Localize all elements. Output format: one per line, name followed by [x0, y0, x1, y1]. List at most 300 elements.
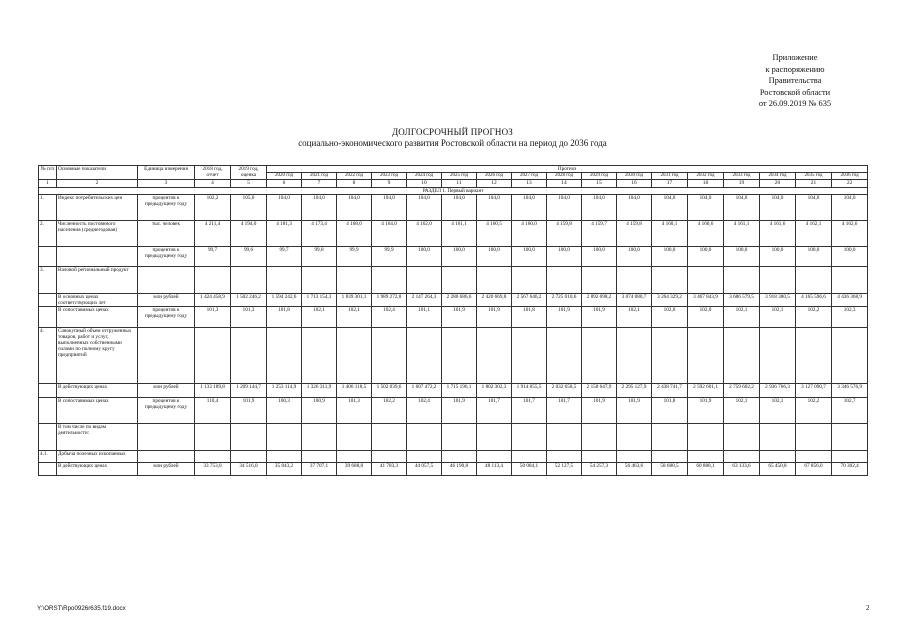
- unit-cell: [138, 327, 195, 383]
- value-cell: [442, 327, 477, 383]
- value-cell: 2 420 669,8: [477, 293, 512, 306]
- value-cell: [302, 423, 337, 450]
- value-cell: 3 686 579,5: [724, 293, 760, 306]
- value-cell: 104,0: [617, 194, 652, 220]
- value-cell: 4 160,5: [477, 220, 512, 246]
- value-cell: [195, 266, 231, 293]
- value-cell: [195, 327, 231, 383]
- value-cell: 2 725 010,6: [547, 293, 582, 306]
- value-cell: [832, 423, 868, 450]
- document-title: [0, 127, 905, 149]
- column-number: 19: [724, 180, 760, 187]
- value-cell: 2 280 686,6: [442, 293, 477, 306]
- value-cell: [195, 450, 231, 462]
- value-cell: [617, 423, 652, 450]
- value-cell: 101,7: [547, 397, 582, 423]
- value-cell: [652, 266, 688, 293]
- value-cell: 104,0: [652, 194, 688, 220]
- value-cell: 1 209 144,7: [231, 383, 267, 397]
- value-cell: 100,0: [512, 246, 547, 266]
- indicator-name: [57, 246, 138, 266]
- value-cell: [407, 327, 442, 383]
- value-cell: 101,9: [547, 306, 582, 327]
- value-cell: 100,0: [617, 246, 652, 266]
- value-cell: [372, 266, 407, 293]
- table-row: [39, 423, 868, 450]
- value-cell: [477, 423, 512, 450]
- value-cell: 1 326 311,9: [302, 383, 337, 397]
- value-cell: 102,4: [372, 306, 407, 327]
- value-cell: 99,6: [231, 246, 267, 266]
- column-number: 2: [57, 180, 138, 187]
- column-number: 6: [267, 180, 302, 187]
- row-number: 2.: [39, 220, 57, 246]
- indicator-name: Добыча полезных ископаемых: [57, 450, 138, 462]
- value-cell: 101,8: [267, 306, 302, 327]
- unit-cell: [138, 423, 195, 450]
- value-cell: [547, 327, 582, 383]
- row-number: [39, 306, 57, 327]
- column-numbers-row: [39, 180, 868, 187]
- value-cell: [582, 266, 617, 293]
- table-row: [39, 327, 868, 383]
- value-cell: [617, 266, 652, 293]
- value-cell: [337, 423, 372, 450]
- value-cell: [724, 423, 760, 450]
- value-cell: 2 147 264,3: [407, 293, 442, 306]
- unit-cell: процентов к предыдущему году: [138, 194, 195, 220]
- value-cell: [267, 327, 302, 383]
- value-cell: 44 057,5: [407, 462, 442, 475]
- header-year: 2028 год: [547, 173, 582, 180]
- row-number: [39, 423, 57, 450]
- unit-cell: процентов к предыдущему году: [138, 397, 195, 423]
- value-cell: 102,1: [760, 397, 796, 423]
- header-year: 2021 год: [302, 173, 337, 180]
- value-cell: 1 424 458,9: [195, 293, 231, 306]
- title-line: ДОЛГОСРОЧНЫЙ ПРОГНОЗ: [391, 127, 514, 137]
- value-cell: [477, 450, 512, 462]
- value-cell: 102,1: [617, 306, 652, 327]
- value-cell: 4 194,0: [231, 220, 267, 246]
- value-cell: [617, 327, 652, 383]
- value-cell: 1 839 301,1: [337, 293, 372, 306]
- column-number: 1: [39, 180, 57, 187]
- value-cell: [796, 450, 832, 462]
- value-cell: 46 190,8: [442, 462, 477, 475]
- value-cell: [832, 266, 868, 293]
- value-cell: [617, 450, 652, 462]
- table-row: [39, 246, 868, 266]
- column-number: 16: [617, 180, 652, 187]
- value-cell: [652, 450, 688, 462]
- value-cell: 4 161,1: [442, 220, 477, 246]
- value-cell: 4 165 596,6: [796, 293, 832, 306]
- table-row: [39, 383, 868, 397]
- value-cell: 4 160,1: [652, 220, 688, 246]
- value-cell: 39 688,8: [337, 462, 372, 475]
- value-cell: [652, 423, 688, 450]
- value-cell: 3 127 090,7: [796, 383, 832, 397]
- value-cell: 102,1: [724, 397, 760, 423]
- value-cell: [832, 327, 868, 383]
- value-cell: 4 159,7: [582, 220, 617, 246]
- value-cell: 102,1: [337, 306, 372, 327]
- header-indicators: Основные показатели: [57, 166, 138, 180]
- value-cell: 99,8: [302, 246, 337, 266]
- value-cell: 65 450,8: [760, 462, 796, 475]
- value-cell: 100,0: [442, 246, 477, 266]
- value-cell: 99,7: [267, 246, 302, 266]
- row-number: 3.: [39, 266, 57, 293]
- value-cell: [512, 327, 547, 383]
- value-cell: 100,3: [267, 397, 302, 423]
- indicator-name: В действующих ценах: [57, 383, 138, 397]
- value-cell: 4 159,8: [617, 220, 652, 246]
- value-cell: 100,0: [407, 246, 442, 266]
- value-cell: 102,7: [832, 397, 868, 423]
- header-year: 2024 год: [407, 173, 442, 180]
- value-cell: 99,9: [337, 246, 372, 266]
- value-cell: 2 295 127,9: [617, 383, 652, 397]
- value-cell: 110,4: [195, 397, 231, 423]
- indicator-name: В основных ценах соответствующих лет: [57, 293, 138, 306]
- value-cell: [337, 327, 372, 383]
- column-number: 17: [652, 180, 688, 187]
- value-cell: [796, 423, 832, 450]
- value-cell: 102,4: [407, 397, 442, 423]
- value-cell: 4 162,1: [796, 220, 832, 246]
- column-number: 11: [442, 180, 477, 187]
- value-cell: [547, 423, 582, 450]
- value-cell: 100,0: [582, 246, 617, 266]
- value-cell: 104,0: [582, 194, 617, 220]
- table-row: [39, 266, 868, 293]
- value-cell: [582, 327, 617, 383]
- section-title: РАЗДЕЛ 1. Первый вариант: [39, 187, 868, 194]
- value-cell: 1 594 242,6: [267, 293, 302, 306]
- value-cell: [231, 423, 267, 450]
- value-cell: 99,7: [195, 246, 231, 266]
- value-cell: 101,3: [231, 306, 267, 327]
- column-number: 9: [372, 180, 407, 187]
- value-cell: 100,0: [688, 246, 724, 266]
- column-number: 3: [138, 180, 195, 187]
- table-row: [39, 293, 868, 306]
- value-cell: 102,1: [302, 306, 337, 327]
- value-cell: [760, 450, 796, 462]
- value-cell: 102,2: [796, 397, 832, 423]
- header-2018: 2018 год, отчет: [195, 166, 231, 180]
- value-cell: 100,0: [652, 246, 688, 266]
- table-row: [39, 194, 868, 220]
- value-cell: 101,9: [582, 397, 617, 423]
- header-year: 2026 год: [477, 173, 512, 180]
- column-number: 20: [760, 180, 796, 187]
- header-year: 2036 год: [832, 173, 868, 180]
- value-cell: 41 783,3: [372, 462, 407, 475]
- value-cell: [760, 266, 796, 293]
- indicator-name: Индекс потребительских цен: [57, 194, 138, 220]
- value-cell: 101,9: [442, 306, 477, 327]
- value-cell: 101,8: [512, 306, 547, 327]
- value-cell: 1 253 114,9: [267, 383, 302, 397]
- value-cell: 3 264 329,2: [652, 293, 688, 306]
- table-row: [39, 450, 868, 462]
- unit-cell: тыс. человек: [138, 220, 195, 246]
- value-cell: [231, 450, 267, 462]
- column-number: 8: [337, 180, 372, 187]
- value-cell: 101,7: [512, 397, 547, 423]
- value-cell: 102,1: [724, 306, 760, 327]
- column-number: 12: [477, 180, 512, 187]
- header-year: 2022 год: [337, 173, 372, 180]
- value-cell: [231, 327, 267, 383]
- value-cell: 104,0: [372, 194, 407, 220]
- row-number: [39, 246, 57, 266]
- row-number: [39, 397, 57, 423]
- value-cell: [760, 327, 796, 383]
- value-cell: [547, 266, 582, 293]
- value-cell: 102,0: [688, 306, 724, 327]
- value-cell: 2 158 647,9: [582, 383, 617, 397]
- value-cell: 4 181,3: [267, 220, 302, 246]
- value-cell: 101,9: [231, 397, 267, 423]
- unit-cell: млн рублей: [138, 293, 195, 306]
- value-cell: 104,0: [688, 194, 724, 220]
- row-number: [39, 383, 57, 397]
- value-cell: 102,2: [195, 194, 231, 220]
- indicator-name: В действующих ценах: [57, 462, 138, 475]
- value-cell: 54 257,3: [582, 462, 617, 475]
- value-cell: 37 707,1: [302, 462, 337, 475]
- value-cell: 1 715 196,1: [442, 383, 477, 397]
- title-subline: социально-экономического развития Ростовской области на период до 2036 года: [298, 138, 607, 148]
- table-row: [39, 306, 868, 327]
- header-2019: 2019 год, оценка: [231, 166, 267, 180]
- value-cell: 3 346 576,9: [832, 383, 868, 397]
- value-cell: 100,9: [302, 397, 337, 423]
- value-cell: [442, 423, 477, 450]
- value-cell: 104,0: [832, 194, 868, 220]
- value-cell: 101,3: [195, 306, 231, 327]
- value-cell: [512, 450, 547, 462]
- value-cell: 101,9: [688, 397, 724, 423]
- value-cell: 100,0: [477, 246, 512, 266]
- column-number: 21: [796, 180, 832, 187]
- indicator-name: Валовой региональный продукт: [57, 266, 138, 293]
- indicator-name: Совокупный объем отгруженных товаров, работ и услуг, выполненных собственными силами по полному кругу предприятий: [57, 327, 138, 383]
- value-cell: 2 032 658,5: [547, 383, 582, 397]
- unit-cell: процентов к предыдущему году: [138, 246, 195, 266]
- value-cell: 58 680,5: [652, 462, 688, 475]
- value-cell: 104,0: [477, 194, 512, 220]
- value-cell: 4 162,6: [832, 220, 868, 246]
- value-cell: 102,3: [832, 306, 868, 327]
- value-cell: [337, 266, 372, 293]
- value-cell: 1 802 302,3: [477, 383, 512, 397]
- table-row: [39, 220, 868, 246]
- column-number: 22: [832, 180, 868, 187]
- value-cell: 99,9: [372, 246, 407, 266]
- value-cell: 4 159,8: [547, 220, 582, 246]
- value-cell: [407, 423, 442, 450]
- value-cell: [688, 423, 724, 450]
- value-cell: [477, 266, 512, 293]
- value-cell: 102,2: [372, 397, 407, 423]
- value-cell: 3 074 080,7: [617, 293, 652, 306]
- value-cell: [267, 423, 302, 450]
- value-cell: 2 567 646,2: [512, 293, 547, 306]
- unit-cell: [138, 266, 195, 293]
- value-cell: 104,0: [302, 194, 337, 220]
- table-row: [39, 462, 868, 475]
- value-cell: 102,0: [652, 306, 688, 327]
- value-cell: 4 162,0: [407, 220, 442, 246]
- indicator-name: В том числе по видам деятельности:: [57, 423, 138, 450]
- value-cell: 4 161,6: [760, 220, 796, 246]
- column-number: 7: [302, 180, 337, 187]
- value-cell: 105,0: [231, 194, 267, 220]
- value-cell: 33 753,0: [195, 462, 231, 475]
- value-cell: 2 892 698,2: [582, 293, 617, 306]
- value-cell: 4 160,0: [512, 220, 547, 246]
- value-cell: 101,9: [442, 397, 477, 423]
- value-cell: [796, 266, 832, 293]
- value-cell: 60 888,1: [688, 462, 724, 475]
- header-year: 2027 год: [512, 173, 547, 180]
- row-number: [39, 293, 57, 306]
- value-cell: 4 161,1: [724, 220, 760, 246]
- value-cell: [231, 266, 267, 293]
- row-number: 4.1.: [39, 450, 57, 462]
- row-number: 1.: [39, 194, 57, 220]
- value-cell: 56 463,6: [617, 462, 652, 475]
- column-number: 13: [512, 180, 547, 187]
- header-year: 2029 год: [582, 173, 617, 180]
- value-cell: [688, 327, 724, 383]
- value-cell: [372, 450, 407, 462]
- unit-cell: млн рублей: [138, 383, 195, 397]
- value-cell: 101,7: [477, 397, 512, 423]
- column-number: 10: [407, 180, 442, 187]
- approval-line: Приложение: [772, 53, 818, 62]
- page-number: 2: [866, 604, 870, 612]
- value-cell: [724, 327, 760, 383]
- value-cell: 50 084,1: [512, 462, 547, 475]
- approval-block: [720, 52, 870, 110]
- value-cell: 104,0: [442, 194, 477, 220]
- value-cell: 4 160,6: [688, 220, 724, 246]
- header-row: [39, 166, 868, 173]
- value-cell: 100,0: [724, 246, 760, 266]
- value-cell: 101,9: [617, 397, 652, 423]
- value-cell: [582, 423, 617, 450]
- value-cell: [652, 327, 688, 383]
- header-year: 2035 год: [796, 173, 832, 180]
- column-number: 15: [582, 180, 617, 187]
- value-cell: 4 164,0: [372, 220, 407, 246]
- value-cell: [337, 450, 372, 462]
- value-cell: [760, 423, 796, 450]
- value-cell: 67 856,0: [796, 462, 832, 475]
- file-path: Y:\ORST\Rpo0926r635.f19.docx: [37, 605, 126, 612]
- header-no: № п/п: [39, 166, 57, 180]
- row-number: 4.: [39, 327, 57, 383]
- approval-line: к распоряжению: [765, 64, 825, 74]
- value-cell: 104,0: [724, 194, 760, 220]
- value-cell: [582, 450, 617, 462]
- value-cell: [267, 450, 302, 462]
- indicator-name: В сопоставимых ценах: [57, 306, 138, 327]
- value-cell: [302, 266, 337, 293]
- approval-line: от 26.09.2019 № 635: [758, 99, 832, 109]
- header-forecast: Прогноз: [267, 166, 868, 173]
- value-cell: 1 914 055,5: [512, 383, 547, 397]
- value-cell: 104,0: [512, 194, 547, 220]
- indicator-name: Численность постоянного населения (среднегодовая): [57, 220, 138, 246]
- value-cell: 100,0: [796, 246, 832, 266]
- column-number: 5: [231, 180, 267, 187]
- header-year: 2023 год: [372, 173, 407, 180]
- section-row: [39, 187, 868, 194]
- column-number: 4: [195, 180, 231, 187]
- value-cell: [302, 450, 337, 462]
- value-cell: 2 592 601,1: [688, 383, 724, 397]
- value-cell: 4 211,4: [195, 220, 231, 246]
- value-cell: [267, 266, 302, 293]
- value-cell: [372, 423, 407, 450]
- value-cell: [407, 266, 442, 293]
- value-cell: [512, 266, 547, 293]
- value-cell: 48 113,4: [477, 462, 512, 475]
- value-cell: [195, 423, 231, 450]
- header-unit: Единица измерения: [138, 166, 195, 180]
- value-cell: 101,9: [477, 306, 512, 327]
- value-cell: 2 936 766,3: [760, 383, 796, 397]
- value-cell: 104,0: [796, 194, 832, 220]
- value-cell: 100,0: [547, 246, 582, 266]
- value-cell: 1 989 272,8: [372, 293, 407, 306]
- value-cell: 104,0: [547, 194, 582, 220]
- unit-cell: млн рублей: [138, 462, 195, 475]
- forecast-table: [38, 165, 868, 476]
- value-cell: [512, 423, 547, 450]
- header-year: 2020 год: [267, 173, 302, 180]
- value-cell: 63 133,6: [724, 462, 760, 475]
- indicator-name: В сопоставимых ценах: [57, 397, 138, 423]
- value-cell: 1 713 154,3: [302, 293, 337, 306]
- header-year: 2025 год: [442, 173, 477, 180]
- value-cell: 52 127,5: [547, 462, 582, 475]
- row-number: [39, 462, 57, 475]
- value-cell: 100,0: [832, 246, 868, 266]
- value-cell: [442, 450, 477, 462]
- approval-line: Ростовской области: [759, 87, 831, 97]
- value-cell: [688, 266, 724, 293]
- value-cell: 102,1: [760, 306, 796, 327]
- unit-cell: [138, 450, 195, 462]
- table-row: [39, 397, 868, 423]
- approval-line: Правительства: [768, 76, 822, 86]
- value-cell: 101,9: [582, 306, 617, 327]
- header-year: 2030 год: [617, 173, 652, 180]
- value-cell: [442, 266, 477, 293]
- value-cell: [832, 450, 868, 462]
- value-cell: 101,1: [407, 306, 442, 327]
- value-cell: [372, 327, 407, 383]
- unit-cell: процентов к предыдущему году: [138, 306, 195, 327]
